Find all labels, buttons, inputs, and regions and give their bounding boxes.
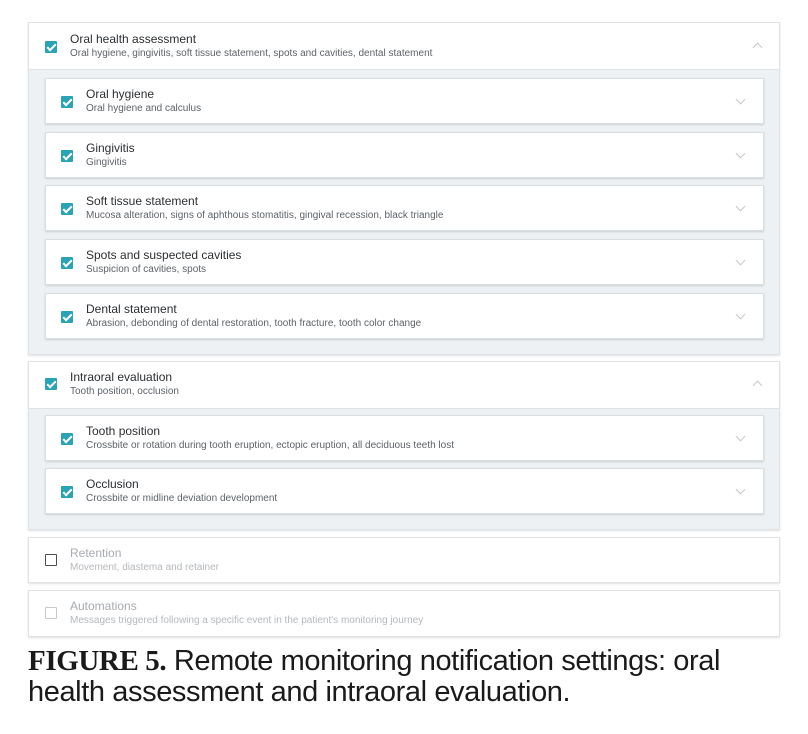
section-title: Automations	[70, 599, 137, 613]
item-subtitle: Oral hygiene and calculus	[86, 103, 202, 114]
item-title: Tooth position	[86, 424, 161, 438]
section-automations[interactable]	[28, 590, 780, 637]
section-subtitle: Tooth position, occlusion	[70, 386, 179, 397]
chevron-down-icon[interactable]	[736, 310, 746, 320]
oral-health-checkbox[interactable]	[45, 41, 57, 53]
item-gingivitis[interactable]	[45, 132, 764, 178]
item-soft-tissue-statement[interactable]	[45, 185, 764, 231]
chevron-up-icon[interactable]	[753, 381, 763, 391]
item-oral-hygiene[interactable]	[45, 78, 764, 124]
section-header-oral-health[interactable]	[29, 23, 779, 70]
item-title: Oral hygiene	[86, 87, 155, 101]
item-tooth-position[interactable]	[45, 415, 764, 461]
chevron-down-icon[interactable]	[736, 95, 746, 105]
section-title: Oral health assessment	[70, 32, 197, 46]
gingivitis-checkbox[interactable]	[61, 150, 73, 162]
item-title: Occlusion	[86, 477, 139, 491]
retention-checkbox[interactable]	[45, 554, 57, 566]
chevron-down-icon[interactable]	[736, 485, 746, 495]
intraoral-checkbox[interactable]	[45, 378, 57, 390]
item-title: Spots and suspected cavities	[86, 248, 242, 262]
item-subtitle: Abrasion, debonding of dental restoration, tooth fracture, tooth color change	[86, 318, 422, 329]
automations-checkbox[interactable]	[45, 607, 57, 619]
item-dental-statement[interactable]	[45, 293, 764, 339]
item-subtitle: Gingivitis	[86, 157, 127, 168]
item-title: Soft tissue statement	[86, 194, 199, 208]
chevron-down-icon[interactable]	[736, 432, 746, 442]
section-retention[interactable]	[28, 537, 780, 583]
item-subtitle: Crossbite or rotation during tooth eruption, ectopic eruption, all deciduous teeth lost	[86, 440, 454, 451]
figure-caption	[28, 646, 788, 708]
chevron-down-icon[interactable]	[736, 256, 746, 266]
item-subtitle: Mucosa alteration, signs of aphthous stomatitis, gingival recession, black triangle	[86, 210, 444, 221]
chevron-up-icon[interactable]	[753, 43, 763, 53]
item-occlusion[interactable]	[45, 468, 764, 514]
caption-text: Remote monitoring notification settings: oral health assessment and intraoral evaluation.	[28, 645, 721, 708]
section-title: Intraoral evaluation	[70, 370, 173, 384]
oral-hygiene-checkbox[interactable]	[61, 96, 73, 108]
item-title: Dental statement	[86, 302, 177, 316]
item-subtitle: Suspicion of cavities, spots	[86, 264, 207, 275]
figure-label: FIGURE 5.	[28, 645, 167, 677]
item-title: Gingivitis	[86, 141, 135, 155]
tooth-position-checkbox[interactable]	[61, 433, 73, 445]
spots-cavities-checkbox[interactable]	[61, 257, 73, 269]
occlusion-checkbox[interactable]	[61, 486, 73, 498]
section-title: Retention	[70, 546, 122, 560]
section-oral-health-assessment	[28, 22, 780, 355]
section-intraoral-evaluation	[28, 361, 780, 530]
item-subtitle: Crossbite or midline deviation development	[86, 493, 278, 504]
section-subtitle: Messages triggered following a specific event in the patient's monitoring journey	[70, 615, 424, 626]
chevron-down-icon[interactable]	[736, 149, 746, 159]
section-subtitle: Oral hygiene, gingivitis, soft tissue statement, spots and cavities, dental statement	[70, 48, 433, 59]
dental-statement-checkbox[interactable]	[61, 311, 73, 323]
soft-tissue-checkbox[interactable]	[61, 203, 73, 215]
item-spots-and-cavities[interactable]	[45, 239, 764, 285]
section-header-intraoral[interactable]	[29, 362, 779, 409]
chevron-down-icon[interactable]	[736, 202, 746, 212]
section-subtitle: Movement, diastema and retainer	[70, 562, 219, 573]
